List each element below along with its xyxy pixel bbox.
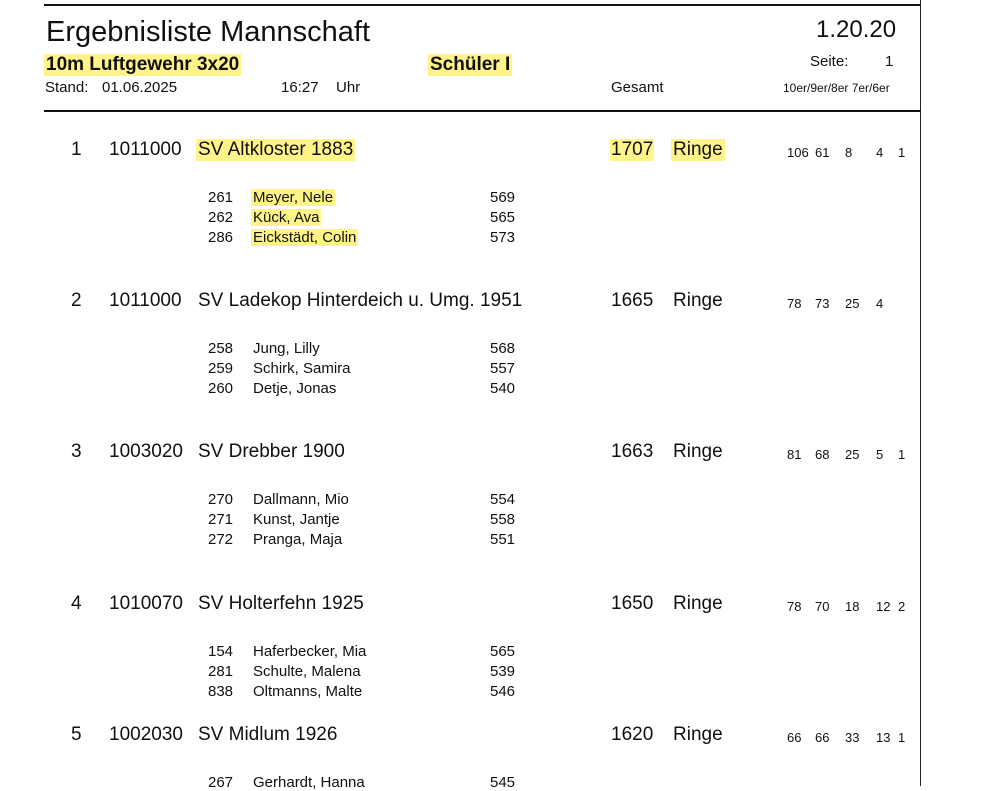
ring-count-3: 13 xyxy=(876,730,891,745)
team-rank: 2 xyxy=(71,290,82,311)
member-score: 565 xyxy=(490,643,516,660)
member-name: Oltmanns, Malte xyxy=(253,683,363,700)
member-score: 551 xyxy=(490,531,516,548)
member-id: 261 xyxy=(208,189,234,206)
member-score: 569 xyxy=(490,189,516,206)
team-total-unit: Ringe xyxy=(673,593,723,614)
member-name: Kunst, Jantje xyxy=(253,511,340,528)
time-unit: Uhr xyxy=(336,79,361,96)
ring-count-3: 12 xyxy=(876,599,891,614)
total-column-header: Gesamt xyxy=(611,79,664,96)
member-name: Pranga, Maja xyxy=(253,531,343,548)
ring-count-4: 1 xyxy=(898,730,906,745)
member-score: 573 xyxy=(490,229,516,246)
member-id: 838 xyxy=(208,683,234,700)
discipline-label: 10m Luftgewehr 3x20 xyxy=(46,54,240,75)
team-total-unit: Ringe xyxy=(673,724,723,745)
member-name: Meyer, Nele xyxy=(253,189,334,206)
member-name: Eickstädt, Colin xyxy=(253,229,357,246)
stand-date: 01.06.2025 xyxy=(102,79,178,96)
member-id: 262 xyxy=(208,209,234,226)
ring-count-1: 68 xyxy=(815,447,830,462)
team-rank: 1 xyxy=(71,139,82,160)
team-total: 1620 xyxy=(611,724,654,745)
ring-count-0: 78 xyxy=(787,599,802,614)
member-name: Dallmann, Mio xyxy=(253,491,349,508)
member-id: 286 xyxy=(208,229,234,246)
team-id: 1003020 xyxy=(109,441,183,462)
member-id: 154 xyxy=(208,643,234,660)
ring-count-2: 18 xyxy=(845,599,860,614)
header-rule xyxy=(44,110,921,112)
member-id: 270 xyxy=(208,491,234,508)
team-id: 1002030 xyxy=(109,724,183,745)
member-score: 568 xyxy=(490,340,516,357)
member-id: 267 xyxy=(208,774,234,791)
member-id: 272 xyxy=(208,531,234,548)
ring-count-2: 33 xyxy=(845,730,860,745)
ring-count-0: 78 xyxy=(787,296,802,311)
team-id: 1011000 xyxy=(109,290,182,311)
ring-count-4: 1 xyxy=(898,145,906,160)
team-rank: 5 xyxy=(71,724,82,745)
team-name: SV Altkloster 1883 xyxy=(198,139,354,160)
member-id: 260 xyxy=(208,380,234,397)
team-name: SV Ladekop Hinterdeich u. Umg. 1951 xyxy=(198,290,523,311)
ring-count-4: 1 xyxy=(898,447,906,462)
team-total-unit: Ringe xyxy=(673,441,723,462)
member-score: 565 xyxy=(490,209,516,226)
team-total: 1663 xyxy=(611,441,654,462)
member-score: 539 xyxy=(490,663,516,680)
team-id: 1010070 xyxy=(109,593,183,614)
ring-count-0: 106 xyxy=(787,145,809,160)
ring-count-3: 4 xyxy=(876,145,884,160)
member-name: Haferbecker, Mia xyxy=(253,643,367,660)
team-id: 1011000 xyxy=(109,139,182,160)
member-id: 281 xyxy=(208,663,234,680)
member-score: 545 xyxy=(490,774,516,791)
team-name: SV Midlum 1926 xyxy=(198,724,338,745)
ring-count-1: 73 xyxy=(815,296,830,311)
ring-count-3: 5 xyxy=(876,447,884,462)
team-name: SV Drebber 1900 xyxy=(198,441,345,462)
ring-count-2: 25 xyxy=(845,447,860,462)
member-name: Detje, Jonas xyxy=(253,380,337,397)
member-name: Kück, Ava xyxy=(253,209,320,226)
member-id: 259 xyxy=(208,360,234,377)
team-total: 1650 xyxy=(611,593,654,614)
member-score: 558 xyxy=(490,511,516,528)
print-time: 16:27 xyxy=(281,79,319,96)
member-score: 546 xyxy=(490,683,516,700)
ring-count-2: 25 xyxy=(845,296,860,311)
ring-count-4: 2 xyxy=(898,599,906,614)
ring-count-1: 61 xyxy=(815,145,830,160)
member-score: 557 xyxy=(490,360,516,377)
ring-count-2: 8 xyxy=(845,145,853,160)
top-rule xyxy=(44,4,921,6)
page-label: Seite: xyxy=(810,53,849,70)
page-title: Ergebnisliste Mannschaft xyxy=(46,16,370,48)
stand-label: Stand: xyxy=(45,79,89,96)
ring-count-0: 66 xyxy=(787,730,802,745)
member-name: Gerhardt, Hanna xyxy=(253,774,365,791)
member-score: 554 xyxy=(490,491,516,508)
member-name: Jung, Lilly xyxy=(253,340,320,357)
page-right-border xyxy=(920,0,921,786)
team-name: SV Holterfehn 1925 xyxy=(198,593,364,614)
ring-count-1: 70 xyxy=(815,599,830,614)
ring-count-1: 66 xyxy=(815,730,830,745)
team-total: 1707 xyxy=(611,139,654,160)
member-id: 258 xyxy=(208,340,234,357)
member-name: Schirk, Samira xyxy=(253,360,351,377)
ring-count-column-header: 10er/9er/8er 7er/6er xyxy=(783,81,890,95)
ring-count-3: 4 xyxy=(876,296,884,311)
member-name: Schulte, Malena xyxy=(253,663,361,680)
team-rank: 4 xyxy=(71,593,82,614)
team-rank: 3 xyxy=(71,441,82,462)
document-number: 1.20.20 xyxy=(816,16,897,43)
member-score: 540 xyxy=(490,380,516,397)
member-id: 271 xyxy=(208,511,234,528)
age-group-label: Schüler I xyxy=(430,54,511,75)
team-total: 1665 xyxy=(611,290,654,311)
page-number: 1 xyxy=(885,53,894,70)
team-total-unit: Ringe xyxy=(673,290,723,311)
team-total-unit: Ringe xyxy=(673,139,723,160)
ring-count-0: 81 xyxy=(787,447,802,462)
